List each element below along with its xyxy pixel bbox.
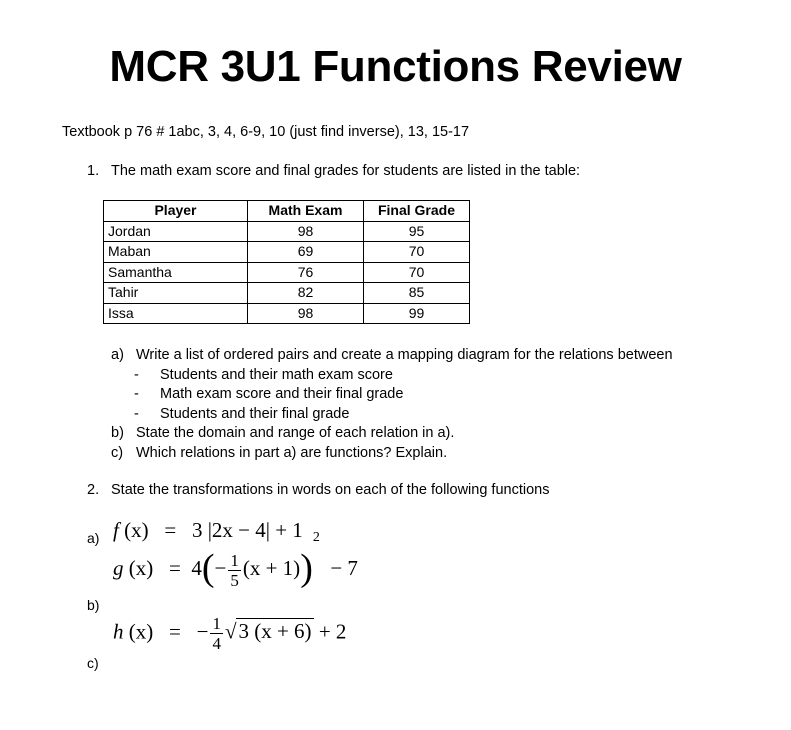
- eq-c-denominator: 4: [212, 634, 221, 653]
- question-1-text: The math exam score and final grades for students are listed in the table:: [111, 163, 581, 179]
- eq-b-tail: − 7: [330, 555, 358, 580]
- cell-final-grade: 85: [364, 283, 470, 304]
- question-1-parts: [111, 346, 673, 464]
- part-c: [111, 444, 673, 464]
- part-b-text: State the domain and range of each relation in a).: [136, 425, 455, 442]
- table-row: [104, 283, 470, 304]
- question-1-number: 1.: [87, 163, 100, 179]
- part-a-item: [111, 366, 673, 386]
- question-2-text: State the transformations in words on each of the following functions: [111, 482, 550, 498]
- bullet-dash: -: [134, 405, 139, 422]
- eq-b-denominator: 5: [230, 570, 239, 590]
- left-paren: (: [201, 547, 215, 589]
- cell-player: Maban: [104, 242, 248, 263]
- part-a-letter: a): [111, 347, 124, 363]
- right-paren: ): [300, 547, 313, 589]
- header-math-exam: Math Exam: [248, 201, 364, 222]
- table-header-row: [104, 201, 470, 222]
- part-b-letter: b): [111, 425, 124, 442]
- part-a-item: [111, 405, 673, 425]
- eq-c-var: (x): [128, 619, 154, 644]
- eq-b-coef: 4: [191, 555, 202, 580]
- equation-a-label: a): [87, 530, 100, 546]
- table-row: [104, 221, 470, 242]
- eq-b-inner: (x + 1): [242, 555, 301, 580]
- eq-a-fname: f: [113, 518, 119, 542]
- cell-math-exam: 76: [248, 262, 364, 283]
- eq-b-exponent: 2: [312, 530, 320, 545]
- question-2: [87, 482, 549, 498]
- cell-final-grade: 70: [364, 262, 470, 283]
- cell-math-exam: 69: [248, 242, 364, 263]
- cell-math-exam: 82: [248, 283, 364, 304]
- eq-c-numerator: 1: [212, 614, 221, 633]
- cell-math-exam: 98: [248, 221, 364, 242]
- page-title: MCR 3U1 Functions Review: [109, 42, 682, 91]
- cell-math-exam: 98: [248, 303, 364, 324]
- eq-c-equals: =: [169, 619, 181, 644]
- textbook-assignment: Textbook p 76 # 1abc, 3, 4, 6-9, 10 (just find inverse), 13, 15-17: [62, 124, 470, 140]
- table-row: [104, 303, 470, 324]
- bullet-dash: -: [134, 366, 139, 383]
- cell-player: Issa: [104, 303, 248, 324]
- header-player: Player: [104, 201, 248, 222]
- eq-a-var: (x): [124, 518, 149, 542]
- eq-c-fname: h: [113, 619, 124, 644]
- radical-sign: √: [224, 619, 237, 644]
- eq-b-equals: =: [169, 555, 181, 580]
- table-row: [104, 242, 470, 263]
- eq-c-radicand: 3 (x + 6): [238, 619, 312, 644]
- part-b: [111, 424, 673, 444]
- grades-table: [103, 200, 470, 324]
- part-a-item-text: Students and their final grade: [160, 405, 350, 422]
- part-a-item-text: Students and their math exam score: [160, 366, 393, 383]
- question-2-number: 2.: [87, 482, 100, 498]
- part-c-letter: c): [111, 444, 124, 461]
- cell-final-grade: 70: [364, 242, 470, 263]
- cell-final-grade: 95: [364, 221, 470, 242]
- equation-b-label: b): [87, 597, 100, 613]
- cell-player: Samantha: [104, 262, 248, 283]
- eq-b-neg: −: [214, 555, 227, 580]
- equation-c-label: c): [87, 655, 99, 671]
- part-a-item: [111, 385, 673, 405]
- part-a-text: Write a list of ordered pairs and create a mapping diagram for the relations between: [136, 347, 673, 363]
- part-c-text: Which relations in part a) are functions? Explain.: [136, 444, 448, 461]
- cell-player: Tahir: [104, 283, 248, 304]
- bullet-dash: -: [134, 386, 139, 403]
- eq-b-var: (x): [128, 555, 154, 580]
- part-a: [111, 346, 673, 366]
- eq-b-fraction: [228, 551, 241, 590]
- eq-a-rhs: 3 |2x − 4| + 1: [191, 518, 303, 542]
- equation-c: [113, 614, 346, 653]
- header-final-grade: Final Grade: [364, 201, 470, 222]
- eq-c-neg: −: [196, 619, 209, 644]
- eq-a-equals: =: [164, 518, 177, 542]
- table-row: [104, 262, 470, 283]
- eq-b-fname: g: [113, 555, 124, 580]
- cell-player: Jordan: [104, 221, 248, 242]
- eq-b-numerator: 1: [230, 550, 239, 570]
- equation-a: [113, 518, 303, 543]
- cell-final-grade: 99: [364, 303, 470, 324]
- eq-c-fraction: [210, 614, 223, 653]
- part-a-item-text: Math exam score and their final grade: [160, 386, 404, 403]
- eq-c-tail: + 2: [318, 619, 347, 644]
- question-1: [87, 163, 580, 179]
